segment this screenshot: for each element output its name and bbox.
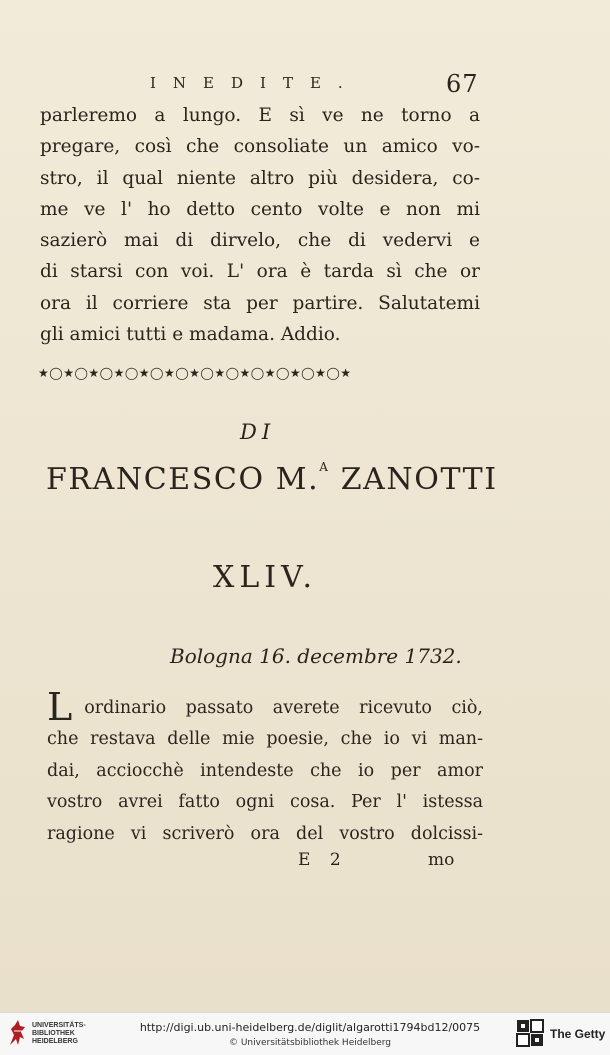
author-heading (46, 460, 498, 497)
copyright-text: © Universitätsbibliothek Heidelberg (228, 1038, 391, 1048)
signature-mark: E 2 (298, 850, 348, 870)
section-di-label: DI (240, 420, 276, 444)
text-line: che restava delle mie poesie, che io vi man- (47, 729, 483, 749)
text-line: di starsi con voi. L' ora è tarda sì che or (40, 261, 480, 283)
page-number: 67 (446, 70, 479, 98)
author-name: FRANCESCO M. (46, 462, 320, 497)
text-line: gli amici tutti e madama. Addio. (40, 324, 341, 346)
letter-text (47, 685, 483, 850)
text-line: parleremo a lungo. E sì ve ne torno a (40, 105, 480, 126)
viewer-footer (0, 1012, 610, 1055)
letter-number: XLIV. (213, 560, 318, 595)
catchword: mo (428, 850, 455, 870)
permalink-url[interactable]: http://digi.ub.uni-heidelberg.de/diglit/algarotti1794bd12/0075 (139, 1021, 481, 1034)
running-head: INEDITE. (150, 74, 360, 92)
text-line: sazierò mai di dirvelo, che di vedervi e (40, 230, 480, 252)
text-line: pregare, così che consoliate un amico vo- (40, 136, 480, 158)
author-surname: ZANOTTI (340, 462, 498, 497)
author-superscript: A (319, 460, 330, 474)
text-line: ora il corriere sta per partire. Salutatemi (40, 292, 480, 314)
drop-cap: L (47, 685, 73, 729)
text-line: vostro avrei fatto ogni cosa. Per l' istessa (47, 792, 483, 812)
previous-letter-text (40, 100, 480, 350)
getty-label: The Getty (550, 1027, 606, 1041)
text-line: dai, acciocchè intendeste che io per amor (47, 760, 483, 781)
getty-logo-icon (516, 1019, 544, 1051)
text-line: stro, il qual niente altro più desidera, co- (40, 167, 480, 189)
heidelberg-lion-logo-icon (6, 1017, 30, 1053)
letter-dateline: Bologna 16. decembre 1732. (170, 644, 462, 668)
text-line: ragione vi scriverò ora del vostro dolcissi- (47, 823, 483, 844)
library-name: UNIVERSITÄTS-BIBLIOTHEK HEIDELBERG (32, 1022, 86, 1045)
text-line: ordinario passato averete ricevuto ciò, (84, 697, 483, 718)
text-line: me ve l' ho detto cento volte e non mi (40, 198, 480, 220)
letter-first-row (47, 685, 483, 729)
ornamental-divider: ★◯★◯★◯★◯★◯★◯★◯★◯★◯★◯★◯★◯★ (38, 366, 352, 380)
